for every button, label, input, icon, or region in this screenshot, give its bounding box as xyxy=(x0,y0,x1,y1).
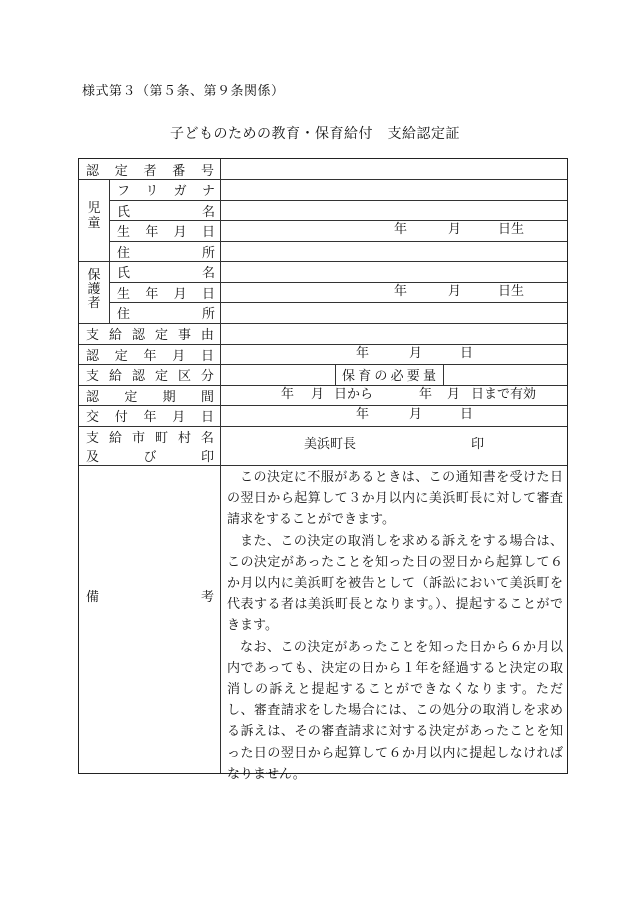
period-end-day: 日まで有効 xyxy=(471,387,537,402)
care-need-label: 保 育 の 必 要 量 xyxy=(342,369,436,384)
period-start-month: 月 xyxy=(311,387,325,402)
document-title: 子どものための教育・保育給付 支給認定証 xyxy=(170,126,460,142)
child-group-label: 児 童 xyxy=(87,201,101,231)
municipality-label-line2: 及 び 印 xyxy=(86,449,214,465)
column-divider xyxy=(443,364,444,385)
period-start-day: 日から xyxy=(334,387,374,402)
remarks-paragraph: また、この決定の取消しを求める訴えをする場合は、この決定があったことを知った日の翌日から起算して６か月以内に美浜町を被告として（訴訟において美浜町を代表する者は美浜町長となります。）、提起することができます。 xyxy=(227,533,563,634)
cert-date-month: 月 xyxy=(409,346,423,361)
cert-number-label: 認 定 者 番 号 xyxy=(86,163,214,179)
child-birth-year: 年 xyxy=(394,222,408,237)
remarks-text xyxy=(227,467,563,785)
cert-date-year: 年 xyxy=(356,346,370,361)
period-label: 認 定 期 間 xyxy=(86,389,214,405)
column-divider xyxy=(220,159,221,773)
municipality-label-line1: 支 給 市 町 村 名 xyxy=(86,430,214,446)
form-number: 様式第３（第５条、第９条関係） xyxy=(82,84,285,99)
child-birth-day: 日生 xyxy=(498,222,525,237)
issue-day: 日 xyxy=(460,407,474,422)
seal-mark: 印 xyxy=(471,437,485,452)
row-divider xyxy=(79,465,567,466)
guardian-name-label: 氏 名 xyxy=(117,266,215,281)
guardian-group-label: 保 護 者 xyxy=(87,268,101,311)
remarks-paragraph: この決定に不服があるときは、この通知書を受けた日の翌日から起算して３か月以内に美浜町長に対して審査請求をすることができます。 xyxy=(227,470,563,528)
period-end-year: 年 xyxy=(419,387,433,402)
category-label: 支 給 認 定 区 分 xyxy=(86,369,214,384)
reason-label: 支 給 認 定 事 由 xyxy=(86,328,214,343)
guardian-address-label: 住 所 xyxy=(117,307,215,322)
remarks-paragraph: なお、この決定があったことを知った日から６か月以内であっても、決定の日から１年を経過すると決定の取消しの訴えと提起することができなくなります。ただし、審査請求をした場合には、この処分の取消しを求める訴えは、その審査請求に対する決定があったことを知った日の翌日から起算して６か月以内に提起しなければなりません。 xyxy=(227,639,563,782)
period-start-year: 年 xyxy=(281,387,295,402)
child-address-label: 住 所 xyxy=(117,245,215,261)
issue-date-label: 交 付 年 月 日 xyxy=(86,410,214,425)
issue-month: 月 xyxy=(409,407,423,422)
child-birthdate-label: 生 年 月 日 xyxy=(117,225,215,240)
column-divider xyxy=(109,179,110,323)
remarks-label: 備 考 xyxy=(86,589,214,605)
child-furigana-label: フ リ ガ ナ xyxy=(117,184,215,199)
column-divider xyxy=(335,364,336,385)
guardian-birth-year: 年 xyxy=(394,284,408,299)
guardian-birth-day: 日生 xyxy=(498,284,525,299)
child-birth-month: 月 xyxy=(448,222,462,237)
cert-date-day: 日 xyxy=(460,346,474,361)
guardian-birthdate-label: 生 年 月 日 xyxy=(117,286,215,302)
municipality-name: 美浜町長 xyxy=(304,437,357,452)
period-end-month: 月 xyxy=(447,387,461,402)
guardian-birth-month: 月 xyxy=(448,284,462,299)
issue-year: 年 xyxy=(356,407,370,422)
child-name-label: 氏 名 xyxy=(117,204,215,220)
cert-date-label: 認 定 年 月 日 xyxy=(86,348,214,364)
certificate-table xyxy=(78,158,568,782)
